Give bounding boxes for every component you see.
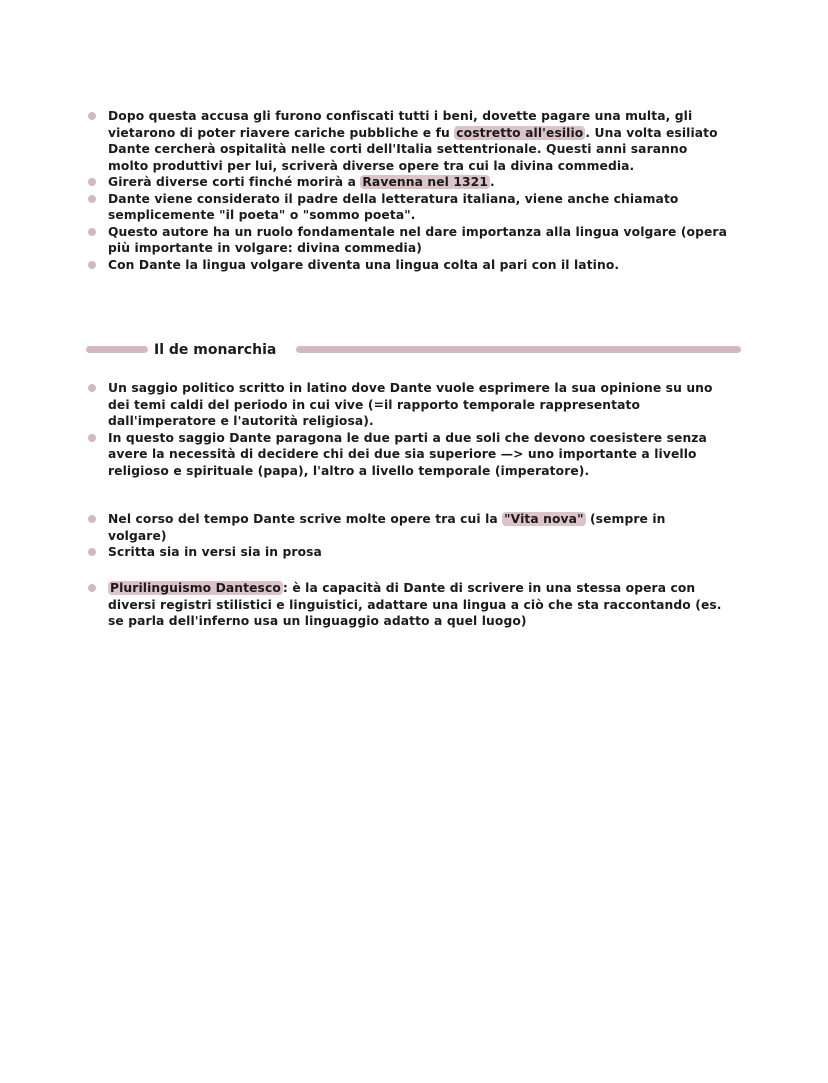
highlight: Plurilinguismo Dantesco (110, 581, 281, 595)
list-item: Un saggio politico scritto in latino dove Dante vuole esprimere la sua opinione su uno dei temi caldi del periodo in cui vive (=il rapporto temporale rappresentato dall'imperatore e l'autorità religiosa). (88, 380, 728, 430)
list-item: Plurilinguismo Dantesco : è la capacità di Dante di scrivere in una stessa opera con diversi registri stilistici e linguistici, adattare una lingua a ciò che sta raccontando (es. se parla dell'inferno usa un linguaggio adatto a quel luogo) (88, 580, 728, 630)
list-item: Girerà diverse corti finché morirà a Ravenna nel 1321 . (88, 174, 728, 191)
highlight: "Vita nova" (504, 512, 584, 526)
bullet-dot-icon (88, 384, 96, 392)
list-item: Dante viene considerato il padre della letteratura italiana, viene anche chiamato semplicemente "il poeta" o "sommo poeta". (88, 191, 728, 224)
list-item: Dopo questa accusa gli furono confiscati tutti i beni, dovette pagare una multa, gli vietarono di poter riavere cariche pubbliche e fu costretto all'esilio . Una volta esiliato Dante cercherà ospitalità nelle corti dell'Italia settentrionale. Questi anni saranno molto produttivi per lui, scriverà diverse opere tra cui la divina commedia. (88, 108, 728, 174)
section-title: Il de monarchia (154, 342, 277, 358)
bullet-dot-icon (88, 548, 96, 556)
bullet-list-monarchia (88, 380, 728, 479)
section-header (86, 340, 741, 360)
bullet-list-plurilinguismo (88, 580, 728, 630)
bullet-list-intro (88, 108, 728, 273)
bullet-list-opere (88, 511, 728, 561)
bullet-dot-icon (88, 228, 96, 236)
list-item: In questo saggio Dante paragona le due parti a due soli che devono coesistere senza avere la necessità di decidere chi dei due sia superiore —> uno importante a livello religioso e spirituale (papa), l'altro a livello temporale (imperatore). (88, 430, 728, 480)
list-item: Questo autore ha un ruolo fondamentale nel dare importanza alla lingua volgare (opera più importante in volgare: divina commedia) (88, 224, 728, 257)
bullet-dot-icon (88, 434, 96, 442)
highlight: Ravenna nel 1321 (362, 175, 488, 189)
bullet-dot-icon (88, 261, 96, 269)
header-bar-left (86, 346, 148, 353)
header-bar-right (296, 346, 741, 353)
bullet-dot-icon (88, 112, 96, 120)
bullet-dot-icon (88, 195, 96, 203)
bullet-dot-icon (88, 178, 96, 186)
list-item: Nel corso del tempo Dante scrive molte opere tra cui la "Vita nova" (sempre in volgare) (88, 511, 728, 544)
list-item: Scritta sia in versi sia in prosa (88, 544, 728, 561)
list-item: Con Dante la lingua volgare diventa una lingua colta al pari con il latino. (88, 257, 728, 274)
bullet-dot-icon (88, 515, 96, 523)
highlight: costretto all'esilio (456, 125, 584, 140)
bullet-dot-icon (88, 584, 96, 592)
